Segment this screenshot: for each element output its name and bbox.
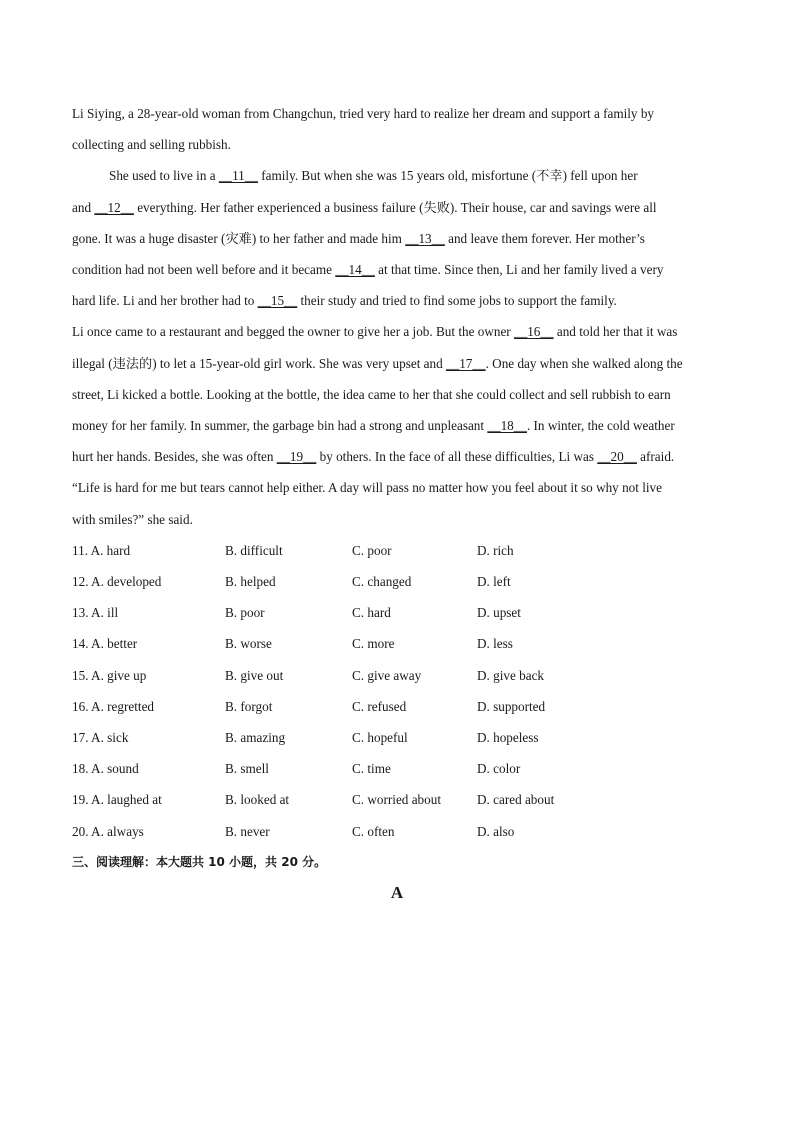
question-row-19 <box>72 784 722 815</box>
option-a: 17. A. sick <box>72 729 129 745</box>
text-segment: Li once came to a restaurant and begged the owner to give her a job. But the owner <box>72 324 514 340</box>
text-line: street, Li kicked a bottle. Looking at the bottle, the idea came to her that she could collect and sell rubbish to earn <box>72 386 671 402</box>
blank-16: __16__ <box>514 324 554 340</box>
text-segment: their study and tried to find some jobs to support the family. <box>297 293 617 309</box>
blank-17: __17__ <box>446 355 486 371</box>
question-row-13 <box>72 597 722 628</box>
text-segment: hard life. Li and her brother had to <box>72 293 258 309</box>
question-row-12 <box>72 566 722 597</box>
text-segment: illegal (违法的) to let a 15-year-old girl work. She was very upset and <box>72 355 447 371</box>
option-c: C. hopeful <box>352 729 408 745</box>
option-c: C. often <box>352 823 395 839</box>
text-segment: by others. In the face of all these difficulties, Li was <box>316 449 598 465</box>
text-line <box>72 254 722 285</box>
text-line <box>72 441 722 472</box>
text-segment: and leave them forever. Her mother’s <box>444 230 645 246</box>
question-row-20 <box>72 816 722 847</box>
passage-letter: A <box>390 883 404 902</box>
option-d: D. also <box>477 823 515 839</box>
option-c: C. give away <box>352 667 422 683</box>
option-a: 13. A. ill <box>72 605 119 621</box>
passage-paragraph-1 <box>72 98 722 160</box>
option-d: D. less <box>477 636 513 652</box>
option-a: 11. A. hard <box>72 542 131 558</box>
text-segment: hurt her hands. Besides, she was often <box>72 449 277 465</box>
document-page <box>72 98 722 902</box>
blank-18: __18__ <box>487 418 527 434</box>
option-b: B. looked at <box>225 792 290 808</box>
text-segment: at that time. Since then, Li and her family lived a very <box>374 262 664 278</box>
option-a: 16. A. regretted <box>72 698 155 714</box>
text-segment: family. But when she was 15 years old, misfortune (不幸) fell upon her <box>257 168 638 184</box>
question-row-17 <box>72 722 722 753</box>
text-segment: money for her family. In summer, the garbage bin had a strong and unpleasant <box>72 418 488 434</box>
option-c: C. changed <box>352 574 412 590</box>
option-d: D. left <box>477 574 511 590</box>
blank-19: __19__ <box>276 449 317 465</box>
option-a: 14. A. better <box>72 636 138 652</box>
option-b: B. worse <box>225 636 272 652</box>
text-segment: everything. Her father experienced a business failure (失败). Their house, car and savings were all <box>133 199 657 215</box>
blank-12: __12__ <box>94 199 134 215</box>
question-row-15 <box>72 660 722 691</box>
option-a: 12. A. developed <box>72 574 162 590</box>
blank-20: __20__ <box>597 449 637 465</box>
text-segment: and <box>72 199 95 215</box>
text-line: Li Siying, a 28-year-old woman from Changchun, tried very hard to realize her dream and support a family by <box>72 106 655 121</box>
blank-15: __15__ <box>257 293 298 309</box>
option-c: C. worried about <box>352 792 441 808</box>
text-segment: and told her that it was <box>553 324 678 340</box>
text-segment: condition had not been well before and it became <box>72 262 336 278</box>
option-a: 15. A. give up <box>72 667 147 683</box>
passage-paragraph-2 <box>72 160 722 316</box>
text-line <box>72 285 722 316</box>
question-row-16 <box>72 691 722 722</box>
text-segment: afraid. <box>636 449 675 465</box>
option-b: B. difficult <box>225 542 283 558</box>
section-heading: 三、阅读理解：本大题共 10 小题，共 20 分。 <box>72 854 327 869</box>
option-a: 18. A. sound <box>72 761 139 777</box>
text-line <box>72 192 722 223</box>
text-line: “Life is hard for me but tears cannot help either. A day will pass no matter how you feel about it so why not live <box>72 480 662 496</box>
option-b: B. amazing <box>225 729 286 745</box>
blank-11: __11__ <box>218 168 258 184</box>
question-row-11 <box>72 535 722 566</box>
option-b: B. smell <box>225 761 269 777</box>
question-row-14 <box>72 628 722 659</box>
option-d: D. supported <box>477 698 546 714</box>
option-d: D. color <box>477 761 521 777</box>
option-b: B. helped <box>225 574 276 590</box>
option-c: C. more <box>352 636 395 652</box>
text-line <box>72 223 722 254</box>
option-c: C. time <box>352 761 391 777</box>
question-row-18 <box>72 753 722 784</box>
option-b: B. forgot <box>225 698 273 714</box>
answer-options <box>72 535 722 847</box>
blank-13: __13__ <box>405 230 445 246</box>
text-line <box>72 410 722 441</box>
option-b: B. poor <box>225 605 265 621</box>
text-segment: . One day when she walked along the <box>485 355 683 371</box>
option-b: B. never <box>225 823 270 839</box>
text-line <box>72 348 722 379</box>
text-line: collecting and selling rubbish. <box>72 137 231 153</box>
option-a: 19. A. laughed at <box>72 792 162 808</box>
text-segment: . In winter, the cold weather <box>526 418 675 434</box>
blank-14: __14__ <box>335 262 375 278</box>
text-line <box>72 160 722 191</box>
option-d: D. give back <box>477 667 545 683</box>
option-a: 20. A. always <box>72 823 144 839</box>
text-line <box>72 316 722 347</box>
option-d: D. cared about <box>477 792 555 808</box>
option-b: B. give out <box>225 667 284 683</box>
option-d: D. upset <box>477 605 521 621</box>
option-c: C. refused <box>352 698 407 714</box>
option-d: D. hopeless <box>477 729 539 745</box>
text-line: with smiles?” she said. <box>72 511 193 527</box>
option-c: C. hard <box>352 605 391 621</box>
option-c: C. poor <box>352 542 392 558</box>
passage-paragraph-3 <box>72 316 722 534</box>
option-d: D. rich <box>477 542 514 558</box>
text-segment: gone. It was a huge disaster (灾难) to her father and made him <box>72 230 406 246</box>
text-segment: She used to live in a <box>109 168 219 184</box>
